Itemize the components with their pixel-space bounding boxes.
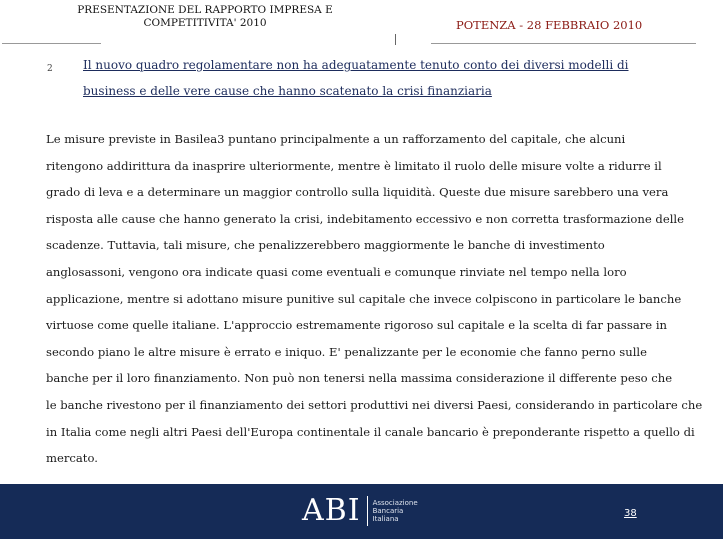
body-line: applicazione, mentre si adottano misure punitive sul capitale che invece colpiscono in particolare le banche: [46, 292, 682, 306]
presentation-title-line-2: COMPETITIVITA' 2010: [143, 17, 267, 29]
body-line: anglosassoni, vengono ora indicate quasi come eventuali e comunque rinviate nel tempo nella loro: [46, 265, 627, 279]
body-line: secondo piano le altre misure è errato e iniquo. E' penalizzante per le economie che fanno perno sulle: [46, 345, 648, 359]
body-line: ritengono addirittura da inasprire ulteriormente, mentre è limitato il ruolo delle misure volte a ridurre il: [46, 159, 662, 173]
logo-word: Italiana: [372, 515, 399, 523]
section-heading-line-2[interactable]: business e delle vere cause che hanno scatenato la crisi finanziaria: [83, 84, 492, 98]
body-line: le banche rivestono per il finanziamento dei settori produttivi nei diversi Paesi, considerando in particolare che: [46, 398, 703, 412]
presentation-title: [40, 4, 370, 30]
section-bullet: 2: [47, 64, 53, 74]
body-line: Le misure previste in Basilea3 puntano principalmente a un rafforzamento del capitale, che alcuni: [46, 132, 626, 146]
abi-logo-mark: ABI: [302, 493, 361, 528]
header-tick-mark: [395, 34, 396, 45]
logo-separator: [367, 496, 368, 526]
abi-logo-words: [373, 499, 418, 523]
footer-bar: [0, 484, 723, 539]
body-line: risposta alle cause che hanno generato la crisi, indebitamento eccessivo e non corretta trasformazione delle: [46, 212, 684, 226]
section-heading-line-1[interactable]: Il nuovo quadro regolamentare non ha adeguatamente tenuto conto dei diversi modelli di: [83, 58, 629, 72]
page-number: 38: [624, 508, 637, 519]
presentation-title-line-1: PRESENTAZIONE DEL RAPPORTO IMPRESA E: [77, 4, 333, 16]
body-line: banche per il loro finanziamento. Non può non tenersi nella massima considerazione il differente peso che: [46, 371, 673, 385]
logo-word: Bancaria: [372, 507, 404, 515]
header-divider-right: [431, 43, 696, 44]
header-divider-left: [2, 43, 101, 44]
body-line: virtuose come quelle italiane. L'approccio estremamente rigoroso sul capitale e la scelta di far passare in: [46, 318, 667, 332]
body-line: grado di leva e a determinare un maggior controllo sulla liquidità. Queste due misure sarebbero una vera: [46, 185, 669, 199]
body-line: mercato.: [46, 451, 98, 465]
logo-word: Associazione: [372, 499, 418, 507]
body-line: in Italia come negli altri Paesi dell'Europa continentale il canale bancario è preponderante rispetto a quello di: [46, 425, 695, 439]
event-date: POTENZA - 28 FEBBRAIO 2010: [456, 18, 643, 32]
body-line: scadenze. Tuttavia, tali misure, che penalizzerebbero maggiormente le banche di investimento: [46, 238, 605, 252]
abi-logo: [302, 494, 418, 528]
